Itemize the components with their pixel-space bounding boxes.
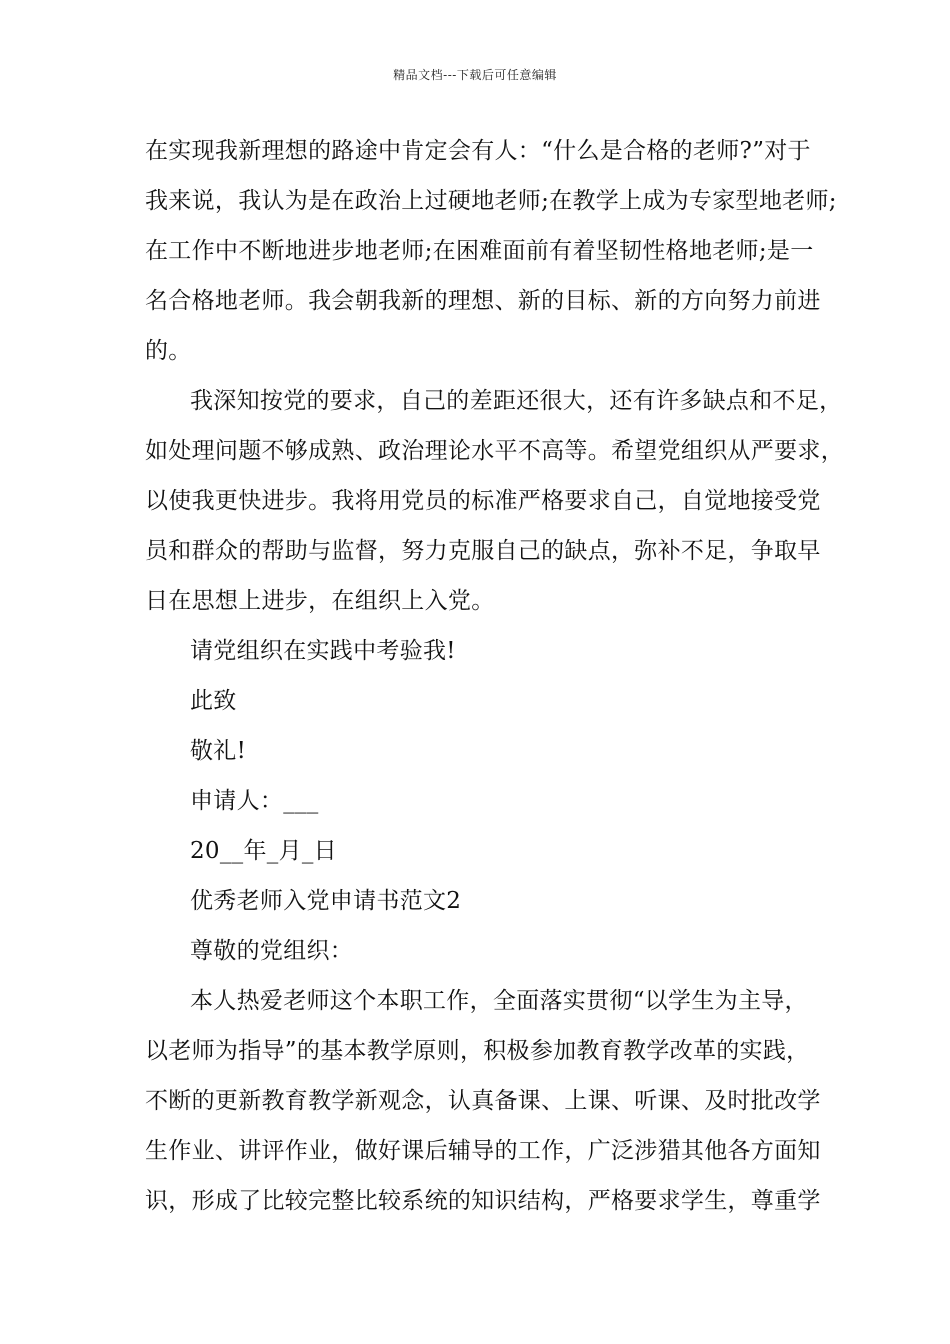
text-line: 如处理问题不够成熟、政治理论水平不高等。希望党组织从严要求， xyxy=(145,438,844,464)
text-line: 以老师为指导”的基本教学原则，积极参加教育教学改革的实践， xyxy=(145,1038,810,1064)
text-line: 不断的更新教育教学新观念，认真备课、上课、听课、及时批改学 xyxy=(145,1088,821,1114)
text-line: 本人热爱老师这个本职工作，全面落实贯彻“以学生为主导， xyxy=(190,988,808,1014)
text-line: 名合格地老师。我会朝我新的理想、新的目标、新的方向努力前进 xyxy=(145,288,821,314)
text-line: 在实现我新理想的路途中肯定会有人：“什么是合格的老师?”对于 xyxy=(145,138,811,164)
text-line: 生作业、讲评作业，做好课后辅导的工作，广泛涉猎其他各方面知 xyxy=(145,1138,821,1164)
text-line: 我深知按党的要求，自己的差距还很大，还有许多缺点和不足， xyxy=(190,388,843,414)
text-line: 在工作中不断地进步地老师;在困难面前有着坚韧性格地老师;是一 xyxy=(145,238,814,264)
text-line: 日在思想上进步，在组织上入党。 xyxy=(145,588,495,614)
text-line: 识，形成了比较完整比较系统的知识结构，严格要求学生，尊重学 xyxy=(145,1188,821,1214)
text-line: 尊敬的党组织： xyxy=(190,938,354,964)
text-line: 敬礼! xyxy=(190,738,247,764)
page-header: 精品文档---下载后可任意编辑 xyxy=(393,68,557,82)
text-line: 的。 xyxy=(145,338,192,364)
text-line: 此致 xyxy=(190,688,237,714)
section-heading: 优秀老师入党申请书范文2 xyxy=(190,888,462,914)
text-line: 申请人：___ xyxy=(190,788,319,814)
text-line: 员和群众的帮助与监督，努力克服自己的缺点，弥补不足，争取早 xyxy=(145,538,821,564)
text-line: 20__年_月_日 xyxy=(190,838,337,864)
text-line: 以使我更快进步。我将用党员的标准严格要求自己，自觉地接受党 xyxy=(145,488,821,514)
text-line: 请党组织在实践中考验我! xyxy=(190,638,456,664)
text-line: 我来说，我认为是在政治上过硬地老师;在教学上成为专家型地老师; xyxy=(145,188,837,214)
